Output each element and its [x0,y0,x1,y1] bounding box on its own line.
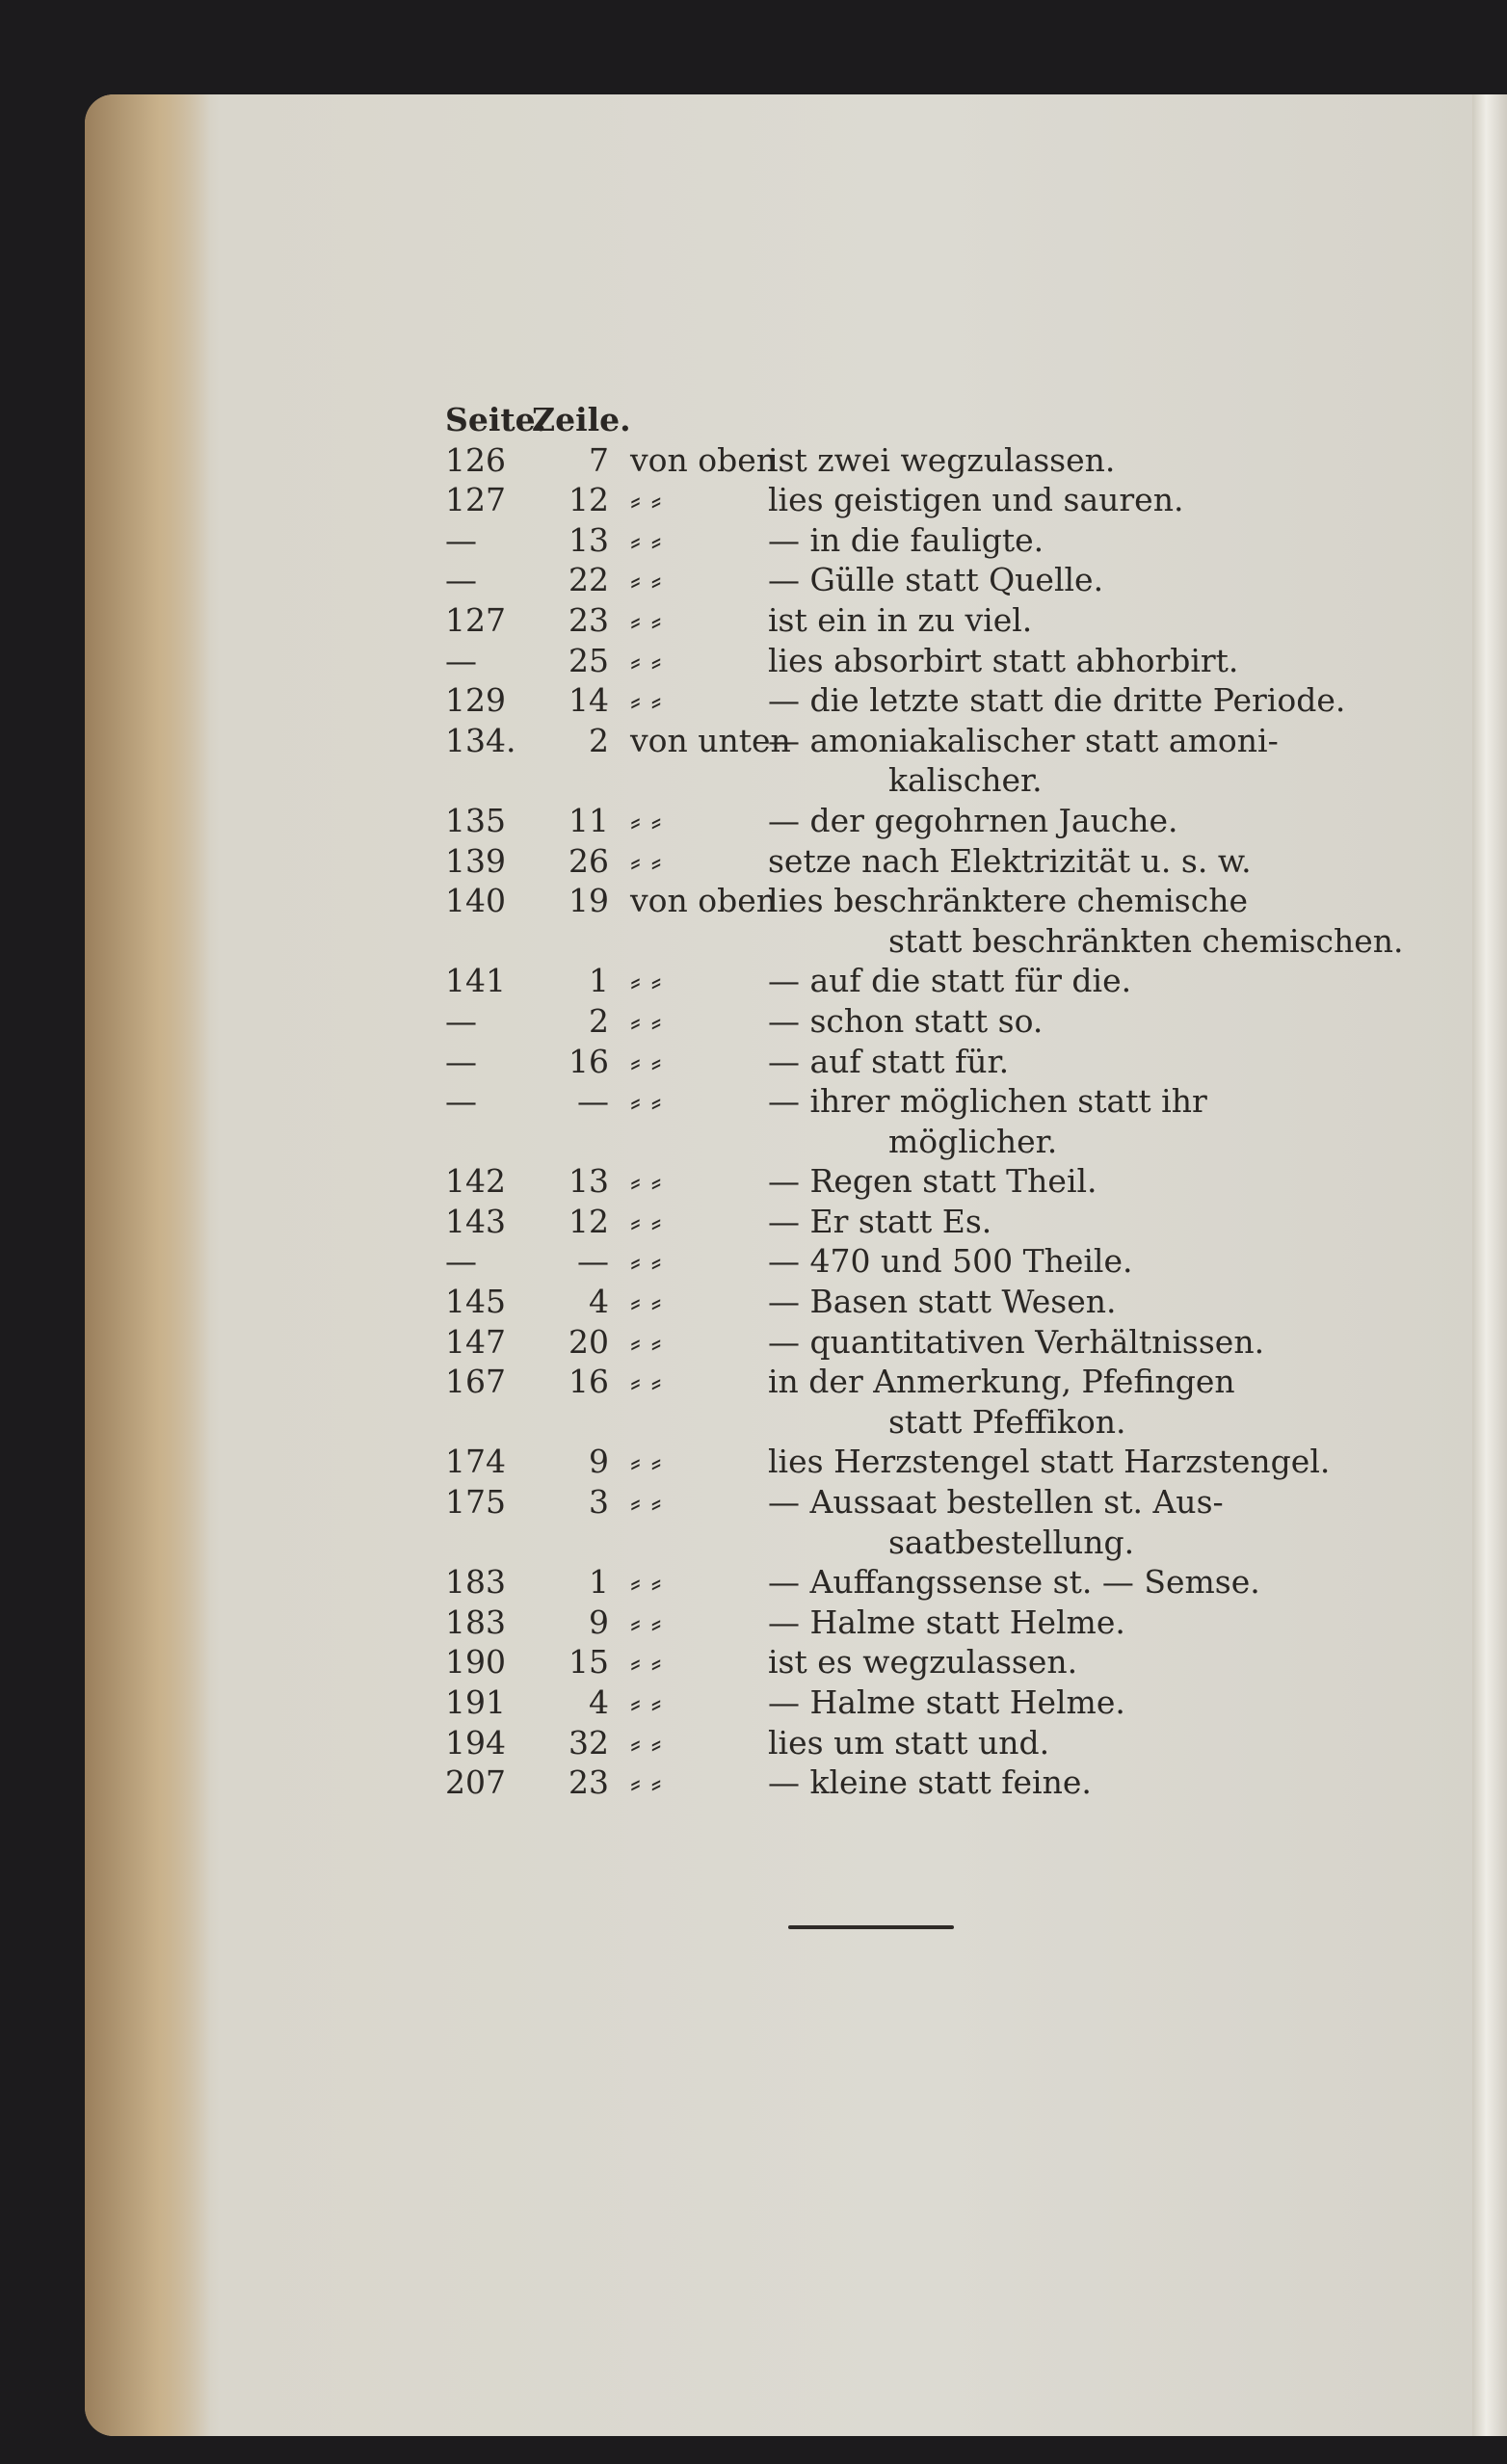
errata-page: 194 [445,1723,506,1762]
errata-line: 2 [589,1001,609,1040]
errata-line: 16 [568,1363,609,1401]
errata-row [445,680,1346,721]
errata-correction: saatbestellung. [888,1523,1135,1561]
errata-position: ⸗ ⸗ [630,520,662,559]
errata-position: ⸗ ⸗ [630,1723,662,1762]
errata-correction: — schon statt so. [768,1001,1044,1040]
errata-page: 134. [445,721,516,759]
errata-page: — [445,520,477,559]
errata-page: 139 [445,841,506,880]
errata-position: ⸗ ⸗ [630,561,662,599]
errata-page: 127 [445,481,506,519]
errata-row [445,600,1332,641]
errata-row [445,1482,1332,1523]
errata-line: 26 [568,841,609,880]
errata-page: 143 [445,1202,506,1240]
errata-position: ⸗ ⸗ [630,681,662,720]
errata-line: 22 [568,561,609,599]
errata-correction: — auf statt für. [768,1042,1010,1080]
errata-page: 145 [445,1283,506,1321]
errata-correction: — Regen statt Theil. [768,1162,1097,1201]
errata-position: von unten [630,721,791,759]
errata-correction: statt beschränkten chemischen. [888,921,1404,960]
errata-row [445,1402,1332,1443]
errata-position: ⸗ ⸗ [630,1443,662,1481]
errata-position: ⸗ ⸗ [630,1042,662,1080]
errata-page: 207 [445,1763,506,1802]
errata-position: von oben [630,882,778,920]
errata-page: 191 [445,1683,506,1721]
errata-row [445,1161,1332,1202]
errata-correction: — 470 und 500 Theile. [768,1242,1133,1281]
errata-position: ⸗ ⸗ [630,1242,662,1281]
errata-line: 32 [568,1723,609,1762]
errata-page: 126 [445,440,506,479]
errata-position: ⸗ ⸗ [630,600,662,639]
errata-row [445,801,1332,841]
errata-page: — [445,1001,477,1040]
errata-correction: — auf die statt für die. [768,962,1132,1000]
errata-correction: — in die fauligte. [768,520,1044,559]
errata-row [445,841,1332,882]
errata-line: 9 [589,1603,609,1641]
errata-row [445,1523,1332,1563]
errata-correction: lies geistigen und sauren. [768,481,1184,519]
errata-list [445,400,1404,1803]
errata-correction: — Aussaat bestellen st. Aus- [768,1483,1224,1522]
errata-row [445,1001,1332,1042]
errata-line: 19 [568,882,609,920]
errata-row [445,641,1332,681]
errata-line: 1 [589,1563,609,1602]
errata-page: 142 [445,1162,506,1201]
errata-row [445,1282,1332,1322]
errata-row [445,1122,1332,1162]
errata-line: 25 [568,641,609,679]
errata-correction: — Auffangssense st. — Semse. [768,1563,1260,1602]
page-edge [85,94,210,2436]
errata-line: 13 [568,520,609,559]
errata-page: — [445,641,477,679]
errata-row [445,1603,1332,1643]
errata-position: ⸗ ⸗ [630,481,662,519]
errata-correction: lies beschränktere chemische [768,882,1248,920]
errata-position: ⸗ ⸗ [630,1563,662,1602]
errata-row [445,881,1332,921]
errata-position: ⸗ ⸗ [630,801,662,839]
errata-position: ⸗ ⸗ [630,1283,662,1321]
errata-correction: lies absorbirt statt abhorbirt. [768,641,1239,679]
errata-position: ⸗ ⸗ [630,1001,662,1040]
errata-page: 167 [445,1363,506,1401]
errata-line: — [577,1082,609,1121]
errata-row [445,440,1332,481]
errata-row [445,1322,1332,1363]
errata-header [445,400,1332,440]
errata-correction: — ihrer möglichen statt ihr [768,1082,1207,1121]
errata-line: 4 [589,1283,609,1321]
errata-row [445,1562,1332,1603]
errata-correction: statt Pfeffikon. [888,1402,1126,1441]
errata-correction: — kleine statt feine. [768,1763,1092,1802]
column-header-line: Zeile. [532,401,631,438]
errata-correction: lies Herzstengel statt Harzstengel. [768,1443,1331,1481]
errata-line: 20 [568,1322,609,1361]
errata-row [445,480,1332,520]
errata-line: 3 [589,1483,609,1522]
next-pages-edge [1472,94,1507,2436]
errata-page: 127 [445,600,506,639]
errata-position: ⸗ ⸗ [630,962,662,1000]
errata-correction: ist ein in zu viel. [768,600,1033,639]
errata-line: 12 [568,481,609,519]
errata-row [445,1202,1332,1242]
errata-line: 23 [568,1763,609,1802]
errata-line: 16 [568,1042,609,1080]
errata-page: 129 [445,681,506,720]
errata-row [445,560,1332,600]
errata-correction: — der gegohrnen Jauche. [768,801,1178,839]
errata-page: 175 [445,1483,506,1522]
errata-row [445,1042,1332,1082]
errata-position: ⸗ ⸗ [630,1643,662,1682]
errata-correction: ist es wegzulassen. [768,1643,1078,1682]
errata-correction: lies um statt und. [768,1723,1050,1762]
errata-page: 183 [445,1563,506,1602]
errata-page: 147 [445,1322,506,1361]
errata-line: 9 [589,1443,609,1481]
errata-page: — [445,561,477,599]
errata-page: — [445,1042,477,1080]
errata-line: 15 [568,1643,609,1682]
errata-position: ⸗ ⸗ [630,1603,662,1641]
errata-position: ⸗ ⸗ [630,1683,662,1721]
errata-line: 4 [589,1683,609,1721]
errata-row [445,1081,1332,1122]
errata-page: — [445,1082,477,1121]
errata-line: 23 [568,600,609,639]
errata-line: 11 [568,801,609,839]
errata-line: 12 [568,1202,609,1240]
errata-position: ⸗ ⸗ [630,841,662,880]
errata-position: ⸗ ⸗ [630,1202,662,1240]
errata-page: 135 [445,801,506,839]
errata-line: — [577,1242,609,1281]
errata-row [445,1442,1332,1482]
errata-position: ⸗ ⸗ [630,1363,662,1401]
errata-page: 174 [445,1443,506,1481]
errata-row [445,1642,1332,1682]
errata-correction: — Gülle statt Quelle. [768,561,1104,599]
errata-row [445,1682,1332,1723]
errata-row [445,1241,1332,1282]
errata-page: 190 [445,1643,506,1682]
errata-row [445,520,1332,561]
errata-position: ⸗ ⸗ [630,641,662,679]
errata-correction: — Halme statt Helme. [768,1683,1125,1721]
errata-correction: — Er statt Es. [768,1202,992,1240]
errata-position: ⸗ ⸗ [630,1082,662,1121]
errata-position: ⸗ ⸗ [630,1162,662,1201]
errata-row [445,1762,1332,1803]
errata-correction: — Halme statt Helme. [768,1603,1125,1641]
errata-page: 141 [445,962,506,1000]
errata-row [445,1362,1332,1402]
errata-line: 13 [568,1162,609,1201]
errata-line: 1 [589,962,609,1000]
errata-position: ⸗ ⸗ [630,1322,662,1361]
errata-position: ⸗ ⸗ [630,1483,662,1522]
errata-correction: setze nach Elektrizität u. s. w. [768,841,1252,880]
errata-correction: — Basen statt Wesen. [768,1283,1117,1321]
errata-line: 14 [568,681,609,720]
errata-correction: — amoniakalischer statt amoni- [768,721,1279,759]
errata-page: 183 [445,1603,506,1641]
errata-correction: in der Anmerkung, Pfefingen [768,1363,1235,1401]
errata-correction: kalischer. [888,761,1043,800]
errata-position: von oben [630,440,778,479]
errata-row [445,721,1332,761]
errata-correction: ist zwei wegzulassen. [768,440,1116,479]
errata-correction: möglicher. [888,1122,1058,1160]
errata-line: 2 [589,721,609,759]
errata-page: — [445,1242,477,1281]
errata-position: ⸗ ⸗ [630,1763,662,1802]
errata-row [445,1723,1332,1763]
errata-correction: — die letzte statt die dritte Periode. [768,681,1346,720]
errata-row [445,921,1404,962]
closing-rule [788,1925,954,1929]
column-header-page: Seite. [445,401,547,438]
errata-line: 7 [589,440,609,479]
errata-page: 140 [445,882,506,920]
errata-correction: — quantitativen Verhältnissen. [768,1322,1265,1361]
errata-row [445,760,1332,801]
errata-row [445,961,1332,1001]
